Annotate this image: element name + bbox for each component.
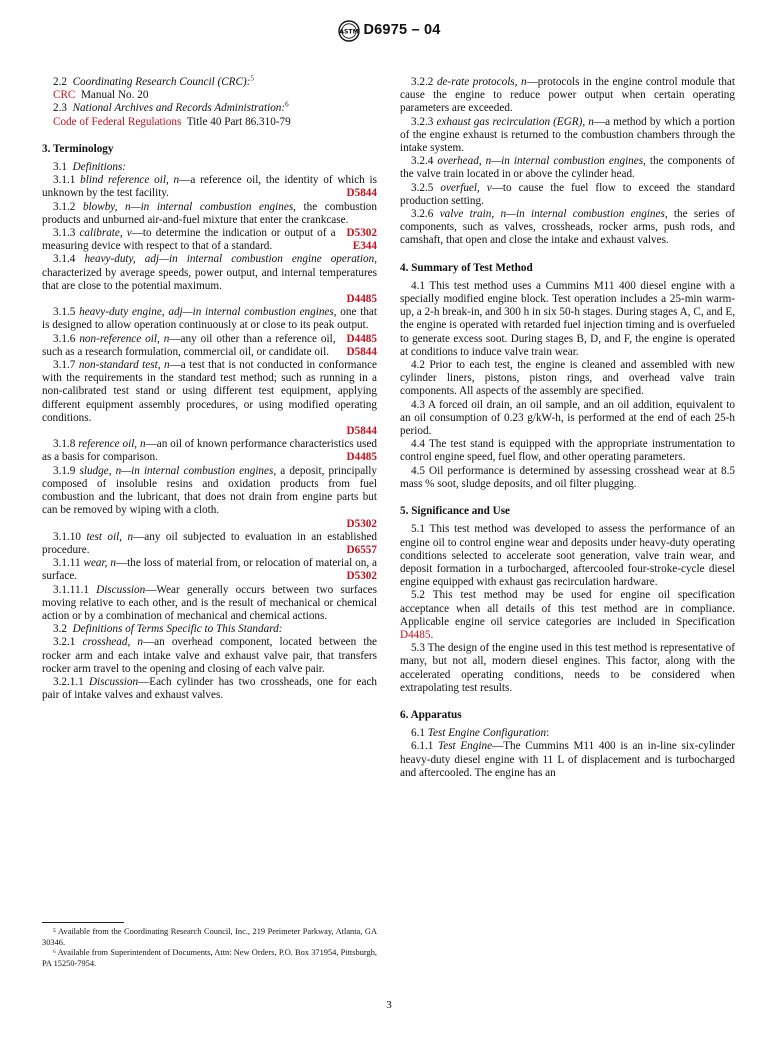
astm-logo-icon <box>338 20 360 42</box>
paragraph-4-4: 4.4 The test stand is equipped with the appropriate instrumentation to control engine speed, fuel flow, and other operating parameters. <box>400 438 735 464</box>
cfr-reference: Code of Federal Regulations Title 40 Part 86.310-79 <box>53 115 291 128</box>
heading-summary: 4. Summary of Test Method <box>400 261 533 274</box>
spec-d4485-link[interactable]: D4485 <box>400 628 431 641</box>
footnote-5: ⁵ Available from the Coordinating Research Council, Inc., 219 Perimeter Parkway, Atlanta, GA 30346. <box>42 927 377 947</box>
definition-3-2: 3.2 Definitions of Terms Specific to This Standard: <box>53 623 283 636</box>
section-2-3: 2.3 National Archives and Records Administration:$^6$ <box>53 100 289 115</box>
definition-3-1-11: 3.1.11 wear, n—the loss of material from, or relocation of material on, a surface. D5302 <box>42 557 378 583</box>
paragraph-4-3: 4.3 A forced oil drain, an oil sample, and an oil addition, equivalent to an oil consumption of 0.23 g/kW-h, is performed at the end of each 25-h period. <box>400 398 735 438</box>
right-column <box>400 76 735 780</box>
discussion-3-2-1-1: 3.2.1.1 Discussion—Each cylinder has two crossheads, one for each pair of intake valves and exhaust valves. <box>42 675 377 702</box>
definition-3-2-3: 3.2.3 exhaust gas recirculation (EGR), n—a method by which a portion of the engine exhaust is returned to the combustion chambers through the intake system. <box>400 115 735 155</box>
ref-link[interactable]: D5844 <box>346 345 377 358</box>
ref-link[interactable]: D5302 <box>346 227 377 240</box>
heading-apparatus: 6. Apparatus <box>400 708 462 721</box>
footnote-6: ⁶ Available from Superintendent of Documents, Attn: New Orders, P.O. Box 371954, Pittsburgh, PA 15250-7954. <box>42 948 377 968</box>
paragraph-4-5: 4.5 Oil performance is determined by assessing crosshead wear at 8.5 mass % soot, sludge deposits, and oil filter plugging. <box>400 464 735 490</box>
definition-3-1-6: 3.1.6 non-reference oil, n—any oil other than a reference oil, such as a research formulation, commercial oil, or candidate oil. D5844 <box>42 332 377 358</box>
ref-link[interactable]: D4485 <box>346 332 377 345</box>
heading-terminology: 3. Terminology <box>42 142 114 155</box>
svg-text:ASTM: ASTM <box>338 28 359 36</box>
definition-3-2-1: 3.2.1 crosshead, n—an overhead component, located between the rocker arm and each intake valve and exhaust valve pair, that transfers rocker arm travel to the opening and closing of each valve pair. <box>42 636 378 675</box>
ref-link[interactable]: D5844 <box>346 425 377 438</box>
page-number: 3 <box>386 999 392 1011</box>
definition-3-2-4: 3.2.4 overhead, n—in internal combustion engines, the components of the valve train located in or above the cylinder head. <box>400 155 735 181</box>
ref-link[interactable]: D4485 <box>346 451 377 464</box>
definition-3-1-9: 3.1.9 sludge, n—in internal combustion engines, a deposit, principally composed of insoluble resins and oxidation products from fuel combustion and the lubricant, that does not drain from engine parts but can be removed by wiping with a cloth. <box>42 464 378 517</box>
definition-3-1-1: 3.1.1 blind reference oil, n—a reference oil, the identity of which is unknown by the test facility. D5844 <box>42 174 378 200</box>
paragraph-5-2: 5.2 This test method may be used for engine oil specification acceptance when all details of this test method are in compliance. Applicable engine oil service categories are included in Specification D4485. <box>400 589 735 641</box>
definition-3-2-6: 3.2.6 valve train, n—in internal combustion engines, the series of components, such as valves, crossheads, rocker arms, push rods, and camshaft, that open and close the intake and exhaust valves. <box>400 208 735 247</box>
definition-3-2-5: 3.2.5 overfuel, v—to cause the fuel flow to exceed the standard production setting. <box>400 181 736 207</box>
heading-significance: 5. Significance and Use <box>400 505 511 518</box>
left-column <box>42 76 377 702</box>
ref-link[interactable]: D5844 <box>346 187 377 200</box>
section-2-2: 2.2 Coordinating Research Council (CRC):$^5$ <box>53 74 254 88</box>
footnotes <box>42 922 377 969</box>
cfr-link[interactable]: Code of Federal Regulations <box>53 115 182 128</box>
footnote-divider <box>42 922 124 923</box>
definition-3-1: 3.1 Definitions: <box>53 161 127 174</box>
definition-3-1-3: 3.1.3 calibrate, v—to determine the indication or output of a measuring device with respect to that of a standard. E344 <box>42 227 377 253</box>
ref-link[interactable]: D6557 <box>346 543 377 556</box>
crc-link[interactable]: CRC <box>53 89 76 102</box>
discussion-3-1-11-1: 3.1.11.1 Discussion—Wear generally occurs between two surfaces moving relative to each other, and is the result of mechanical or chemical action or by a combination of mechanical and chemical actions. <box>42 583 378 622</box>
definition-3-1-2: 3.1.2 blowby, n—in internal combustion engines, the combustion products and unburned air-and-fuel mixture that enter the crankcase. D5302 <box>42 200 377 240</box>
definition-3-1-4: 3.1.4 heavy-duty, adj—in internal combustion engine operation, characterized by average speeds, power output, and internal temperatures that are close to the potential maximum. <box>42 253 378 292</box>
crc-reference: CRC Manual No. 20 <box>53 89 149 102</box>
definition-3-1-5: 3.1.5 heavy-duty engine, adj—in internal combustion engines, one that is designed to allow operation continuously at or close to its peak output. D4485 <box>42 306 377 345</box>
definition-3-1-7: 3.1.7 non-standard test, n—a test that is not conducted in conformance with the requirements in the standard test method; such as running in a non-calibrated test stand or using different test equipment, applying different equipment assembly procedures, or using modified operating conditions. <box>42 359 377 424</box>
definition-3-1-8: 3.1.8 reference oil, n—an oil of known performance characteristics used as a basis for comparison. D4485 <box>42 438 377 464</box>
ref-link[interactable]: E344 <box>352 240 377 253</box>
definition-3-1-10: 3.1.10 test oil, n—any oil subjected to evaluation in an established procedure. D6557 <box>42 530 378 556</box>
page-header <box>0 20 778 42</box>
paragraph-5-1: 5.1 This test method was developed to assess the performance of an engine oil to control engine wear and deposits under heavy-duty operating conditions selected to accelerate soot generation, valve train wear, and deposit formation in a turbocharged, aftercooled four-stroke-cycle diesel engine equipped with exhaust gas recirculation hardware. <box>400 523 735 589</box>
ref-link[interactable]: D5302 <box>346 570 377 583</box>
paragraph-5-3: 5.3 The design of the engine used in this test method is representative of many, but not all, modern diesel engines. This factor, along with the accelerated operating conditions, needs to be considered when extrapolating test results. <box>400 642 735 694</box>
paragraph-4-2: 4.2 Prior to each test, the engine is cleaned and assembled with new cylinder liners, pistons, piston rings, and overhead valve train components. All aspects of the assembly are specified. <box>400 359 735 398</box>
definition-3-2-2: 3.2.2 de-rate protocols, n—protocols in the engine control module that cause the engine to reduce power output when certain operating parameters are exceeded. <box>400 76 735 115</box>
ref-link[interactable]: D5302 <box>346 517 377 530</box>
ref-link[interactable]: D4485 <box>346 293 377 306</box>
section-6-1-1: 6.1.1 Test Engine—The Cummins M11 400 is an in-line six-cylinder heavy-duty diesel engine with 11 L of displacement and is turbocharged and aftercooled. The engine has an <box>400 740 735 779</box>
document-designation: D6975 – 04 <box>363 22 441 39</box>
paragraph-4-1: 4.1 This test method uses a Cummins M11 400 diesel engine with a specially modified engine block. Test operation includes a 25-min warm-up, a 2-h break-in, and 300 h in six 50-h stages. During stages A, C, and E, the engine is operated with retarded fuel injection timing and is overfueled to generate excess soot. During stages B, D, and F, the engine is operated at conditions to induce valve train wear. <box>400 279 735 358</box>
section-6-1: 6.1 Test Engine Configuration: <box>411 727 550 740</box>
